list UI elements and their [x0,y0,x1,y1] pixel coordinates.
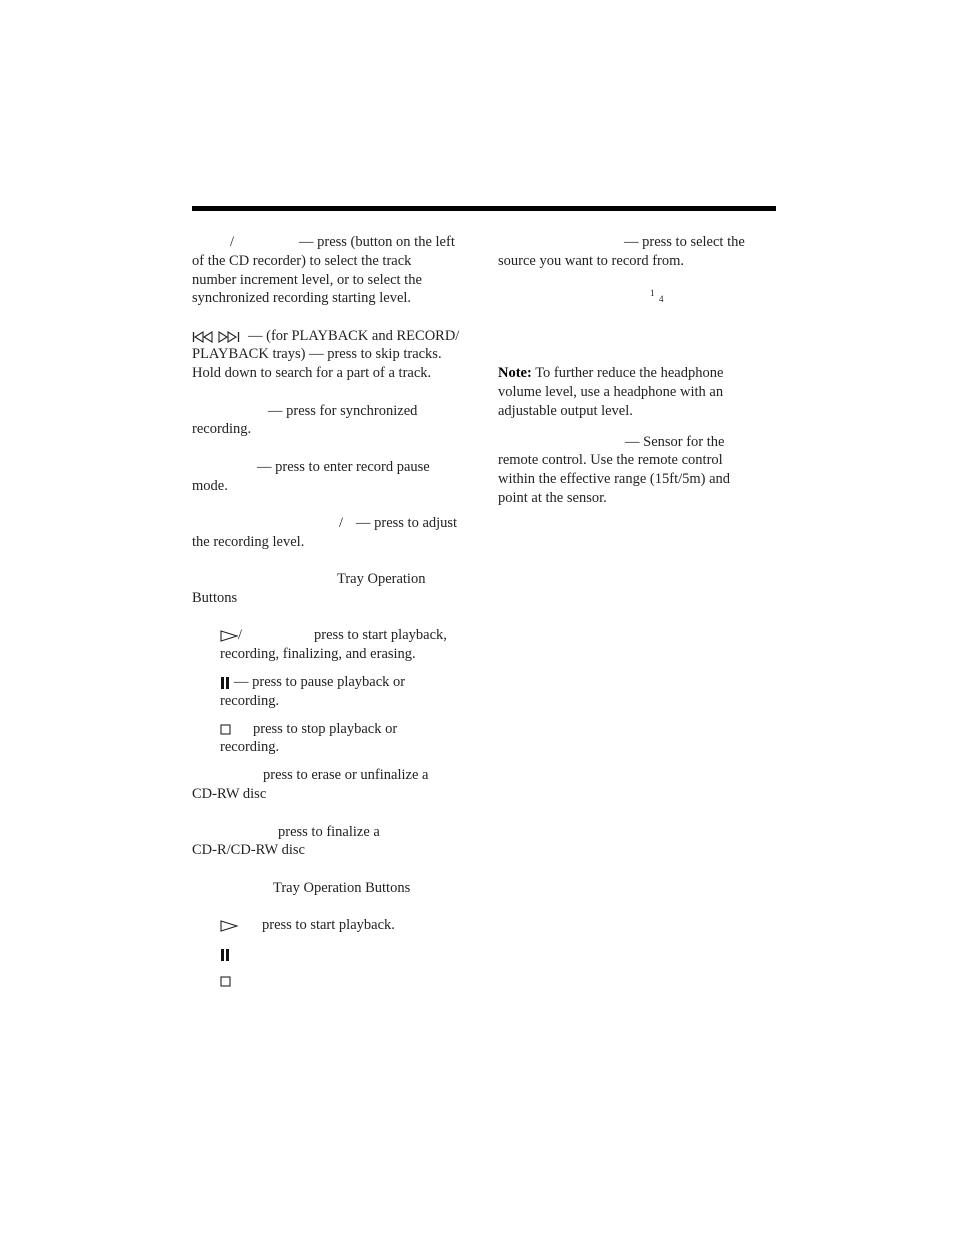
slash-text: / [238,627,243,643]
header-rule [192,206,776,211]
text-line: — Sensor for the [625,434,725,450]
text-line: volume level, use a headphone with an [498,384,724,400]
fraction-denominator: 4 [659,294,664,304]
text-line: point at the sensor. [498,490,607,506]
text-line: press to stop playback or [253,721,398,737]
text-line: CD-R/CD-RW disc [192,842,305,858]
pause-icon [220,945,230,964]
note-line [498,364,723,383]
text-line: recording, finalizing, and erasing. [220,646,416,662]
slash-text: / [339,515,344,531]
text-line: To further reduce the headphone [535,365,724,381]
text-line: number increment level, or to select the [192,272,422,288]
note-label: Note: [498,365,532,381]
skip-icons [192,327,240,346]
text-line: mode. [192,478,228,494]
text-line: recording. [192,421,252,437]
pause-icon [220,673,230,692]
text-line: press to start playback, [314,627,447,643]
text-line: — press to pause playback or [234,674,406,690]
text-line: Hold down to search for a part of a track. [192,365,432,381]
skip-back-icon [192,328,218,344]
text-line: recording. [220,693,280,709]
stop-icon [220,972,231,991]
text-line: — press (button on the left [299,234,455,250]
text-line: remote control. Use the remote control [498,452,723,468]
text-line: adjustable output level. [498,403,633,419]
section-heading: Tray Operation Buttons [273,880,411,896]
text-line: — press to select the [624,234,745,250]
text-line: press to start playback. [262,917,395,933]
stop-icon [220,720,231,739]
text-line: within the effective range (15ft/5m) and [498,471,731,487]
section-heading: Tray Operation [337,571,426,587]
skip-forward-icon [218,328,240,344]
text-line: PLAYBACK trays) — press to skip tracks. [192,346,442,362]
text-line: press to erase or unfinalize a [263,767,429,783]
text-line: of the CD recorder) to select the track [192,253,412,269]
section-heading: Buttons [192,590,238,606]
text-line: synchronized recording starting level. [192,290,412,306]
text-line: recording. [220,739,280,755]
text-line: — press for synchronized [268,403,418,419]
text-line: press to finalize a [278,824,380,840]
play-icon [220,916,238,935]
text-line: the recording level. [192,534,305,550]
text-line: — press to enter record pause [257,459,430,475]
text-line: CD-RW disc [192,786,267,802]
slash-text: / [230,234,235,250]
fraction-numerator: 1 [650,288,655,298]
text-line: source you want to record from. [498,253,685,269]
play-icon [220,626,238,645]
text-line: — press to adjust [356,515,458,531]
text-line: — (for PLAYBACK and RECORD/ [248,328,460,344]
